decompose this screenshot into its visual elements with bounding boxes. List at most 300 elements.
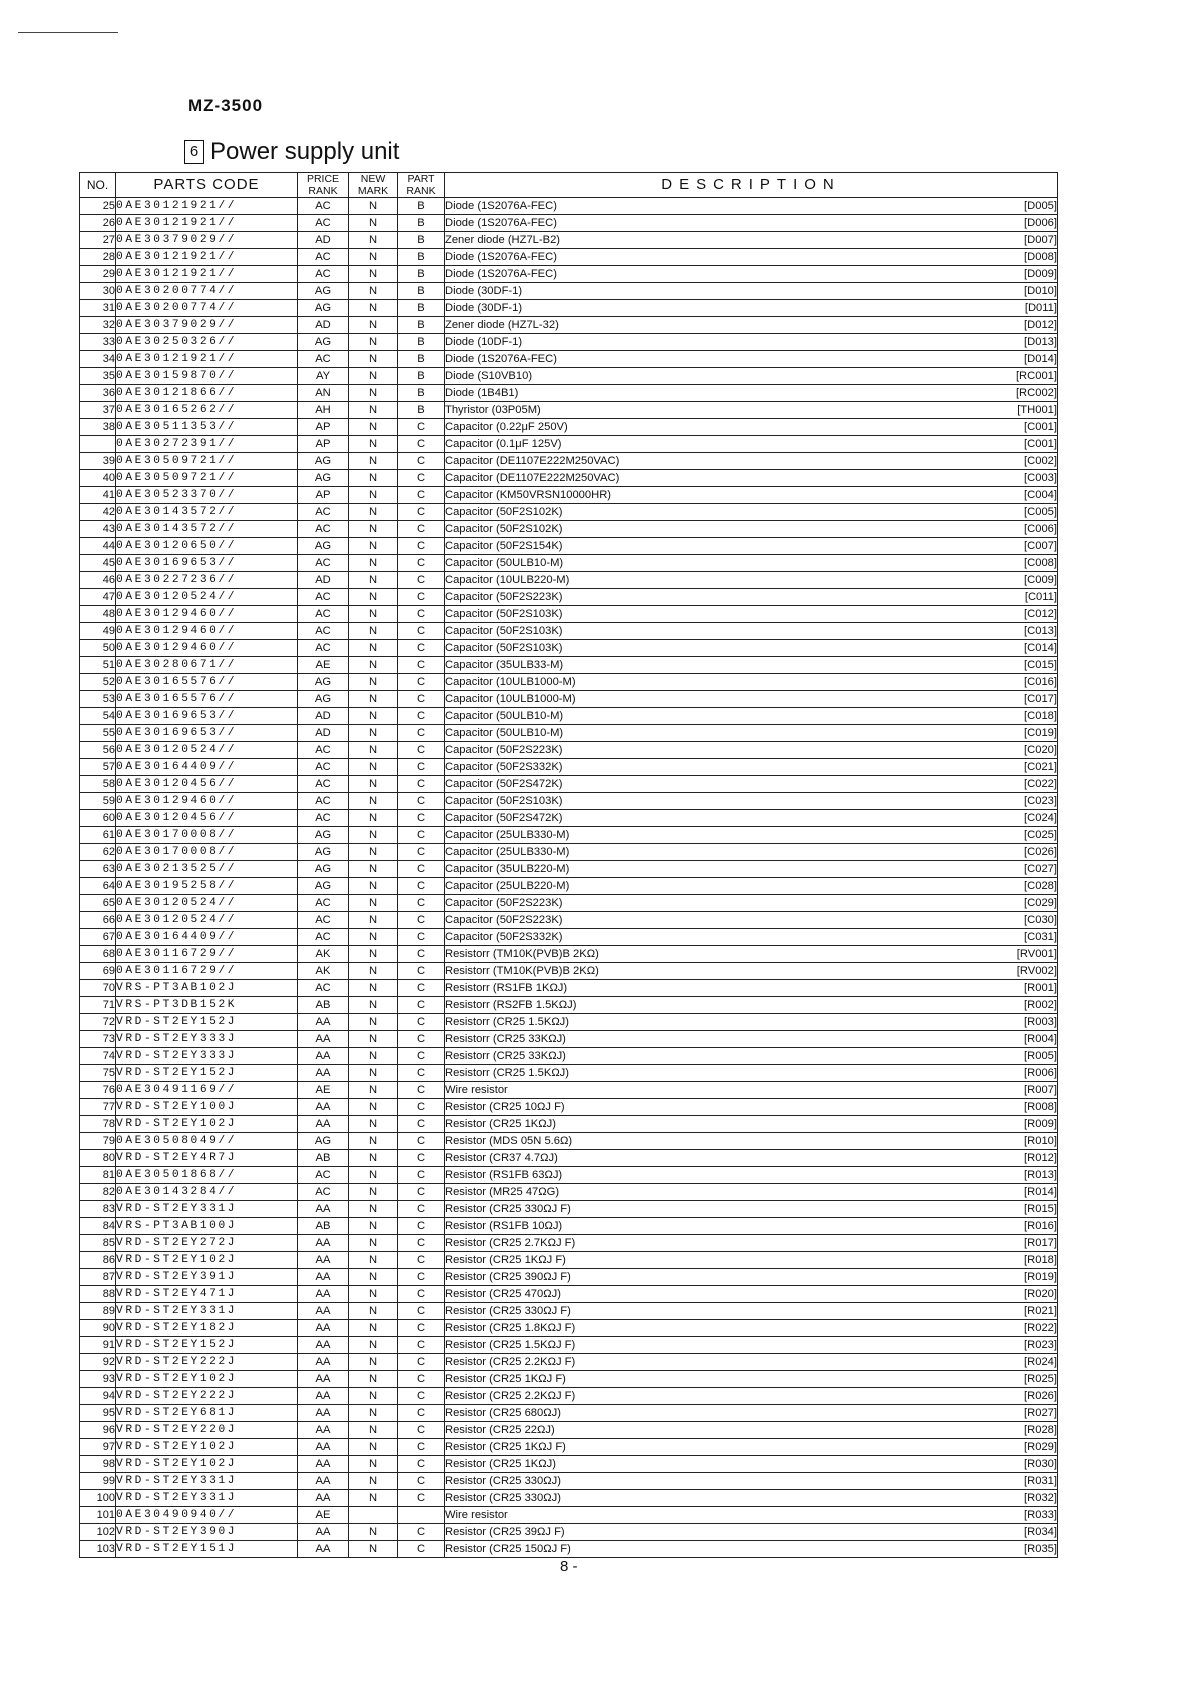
cell-parts-code: 0AE30490940// bbox=[116, 1507, 298, 1524]
cell-parts-code: 0AE30200774// bbox=[116, 300, 298, 317]
reference-designator: [R035] bbox=[1024, 1542, 1057, 1555]
reference-designator: [C009] bbox=[1024, 573, 1057, 586]
cell-price-rank: AG bbox=[298, 674, 349, 691]
cell-parts-code: 0AE30280671// bbox=[116, 657, 298, 674]
table-row bbox=[80, 1082, 1058, 1099]
cell-parts-code: VRD-ST2EY220J bbox=[116, 1422, 298, 1439]
cell-description bbox=[445, 1031, 1058, 1048]
reference-designator: [R004] bbox=[1024, 1032, 1057, 1045]
cell-no: 49 bbox=[80, 623, 116, 640]
description-text: Diode (1B4B1) bbox=[445, 386, 519, 399]
table-row bbox=[80, 1422, 1058, 1439]
cell-no: 39 bbox=[80, 453, 116, 470]
description-text: Capacitor (50F2S103K) bbox=[445, 794, 563, 807]
cell-price-rank: AG bbox=[298, 844, 349, 861]
cell-price-rank: AC bbox=[298, 980, 349, 997]
cell-price-rank: AA bbox=[298, 1388, 349, 1405]
cell-new-mark: N bbox=[349, 419, 398, 436]
description-text: Resistorr (RS1FB 1KΩJ) bbox=[445, 981, 568, 994]
cell-part-rank: B bbox=[398, 215, 445, 232]
reference-designator: [C023] bbox=[1024, 794, 1057, 807]
description-text: Resistor (CR25 2.2KΩJ F) bbox=[445, 1355, 576, 1368]
reference-designator: [D009] bbox=[1024, 267, 1057, 280]
cell-parts-code: VRS-PT3AB100J bbox=[116, 1218, 298, 1235]
cell-parts-code: 0AE30159870// bbox=[116, 368, 298, 385]
description-text: Diode (30DF-1) bbox=[445, 301, 523, 314]
description-text: Resistor (CR25 1KΩJ F) bbox=[445, 1372, 566, 1385]
reference-designator: [D007] bbox=[1024, 233, 1057, 246]
description-text: Capacitor (50F2S102K) bbox=[445, 505, 563, 518]
cell-part-rank: C bbox=[398, 1541, 445, 1558]
cell-no: 93 bbox=[80, 1371, 116, 1388]
cell-new-mark: N bbox=[349, 1388, 398, 1405]
table-row bbox=[80, 1235, 1058, 1252]
reference-designator: [D014] bbox=[1024, 352, 1057, 365]
reference-designator: [C018] bbox=[1024, 709, 1057, 722]
cell-description bbox=[445, 1133, 1058, 1150]
cell-no: 61 bbox=[80, 827, 116, 844]
reference-designator: [C013] bbox=[1024, 624, 1057, 637]
table-row bbox=[80, 249, 1058, 266]
cell-new-mark: N bbox=[349, 1201, 398, 1218]
cell-part-rank: C bbox=[398, 1048, 445, 1065]
cell-parts-code: VRD-ST2EY333J bbox=[116, 1048, 298, 1065]
cell-description bbox=[445, 266, 1058, 283]
reference-designator: [R007] bbox=[1024, 1083, 1057, 1096]
table-row bbox=[80, 1133, 1058, 1150]
description-text: Resistor (CR25 390ΩJ F) bbox=[445, 1270, 571, 1283]
cell-parts-code: 0AE30116729// bbox=[116, 963, 298, 980]
reference-designator: [C030] bbox=[1024, 913, 1057, 926]
table-row bbox=[80, 1524, 1058, 1541]
cell-no: 76 bbox=[80, 1082, 116, 1099]
table-row bbox=[80, 385, 1058, 402]
cell-part-rank: B bbox=[398, 402, 445, 419]
cell-description bbox=[445, 368, 1058, 385]
table-row bbox=[80, 1031, 1058, 1048]
cell-description bbox=[445, 895, 1058, 912]
cell-part-rank: C bbox=[398, 793, 445, 810]
cell-description bbox=[445, 1235, 1058, 1252]
description-text: Resistor (CR25 10ΩJ F) bbox=[445, 1100, 565, 1113]
cell-part-rank: C bbox=[398, 691, 445, 708]
cell-part-rank: C bbox=[398, 1099, 445, 1116]
top-rule bbox=[18, 32, 118, 33]
cell-part-rank bbox=[398, 1507, 445, 1524]
description-text: Wire resistor bbox=[445, 1083, 508, 1096]
cell-description bbox=[445, 300, 1058, 317]
cell-no: 54 bbox=[80, 708, 116, 725]
cell-description bbox=[445, 198, 1058, 215]
reference-designator: [C028] bbox=[1024, 879, 1057, 892]
table-row bbox=[80, 1048, 1058, 1065]
cell-new-mark: N bbox=[349, 589, 398, 606]
table-row bbox=[80, 1507, 1058, 1524]
cell-no: 80 bbox=[80, 1150, 116, 1167]
cell-price-rank: AP bbox=[298, 436, 349, 453]
reference-designator: [D013] bbox=[1024, 335, 1057, 348]
reference-designator: [R032] bbox=[1024, 1491, 1057, 1504]
cell-price-rank: AA bbox=[298, 1116, 349, 1133]
cell-new-mark: N bbox=[349, 351, 398, 368]
cell-parts-code: VRD-ST2EY390J bbox=[116, 1524, 298, 1541]
cell-part-rank: C bbox=[398, 1031, 445, 1048]
reference-designator: [D011] bbox=[1024, 301, 1057, 314]
cell-description bbox=[445, 1048, 1058, 1065]
cell-no: 55 bbox=[80, 725, 116, 742]
table-row bbox=[80, 266, 1058, 283]
table-row bbox=[80, 1354, 1058, 1371]
cell-new-mark: N bbox=[349, 1405, 398, 1422]
cell-description bbox=[445, 810, 1058, 827]
description-text: Resistor (CR25 330ΩJ) bbox=[445, 1491, 561, 1504]
cell-description bbox=[445, 1218, 1058, 1235]
reference-designator: [R005] bbox=[1024, 1049, 1057, 1062]
description-text: Capacitor (50F2S332K) bbox=[445, 760, 563, 773]
cell-no: 34 bbox=[80, 351, 116, 368]
cell-description bbox=[445, 674, 1058, 691]
reference-designator: [D010] bbox=[1024, 284, 1057, 297]
cell-description bbox=[445, 419, 1058, 436]
cell-parts-code: 0AE30120650// bbox=[116, 538, 298, 555]
cell-part-rank: C bbox=[398, 759, 445, 776]
table-row bbox=[80, 827, 1058, 844]
cell-price-rank: AG bbox=[298, 1133, 349, 1150]
reference-designator: [R022] bbox=[1024, 1321, 1057, 1334]
cell-part-rank: C bbox=[398, 1388, 445, 1405]
cell-no: 26 bbox=[80, 215, 116, 232]
cell-price-rank: AB bbox=[298, 1150, 349, 1167]
description-text: Resistor (CR25 330ΩJ) bbox=[445, 1474, 561, 1487]
table-row bbox=[80, 810, 1058, 827]
cell-parts-code: 0AE30143284// bbox=[116, 1184, 298, 1201]
cell-parts-code: VRS-PT3DB152K bbox=[116, 997, 298, 1014]
cell-parts-code: 0AE30143572// bbox=[116, 521, 298, 538]
cell-description bbox=[445, 555, 1058, 572]
cell-new-mark: N bbox=[349, 1286, 398, 1303]
cell-new-mark: N bbox=[349, 606, 398, 623]
cell-parts-code: VRD-ST2EY182J bbox=[116, 1320, 298, 1337]
cell-new-mark: N bbox=[349, 742, 398, 759]
cell-new-mark: N bbox=[349, 1320, 398, 1337]
reference-designator: [R024] bbox=[1024, 1355, 1057, 1368]
col-header-price-rank-line2: RANK bbox=[308, 185, 338, 197]
cell-price-rank: AG bbox=[298, 334, 349, 351]
reference-designator: [R021] bbox=[1024, 1304, 1057, 1317]
table-row bbox=[80, 487, 1058, 504]
cell-description bbox=[445, 1439, 1058, 1456]
cell-no: 71 bbox=[80, 997, 116, 1014]
reference-designator: [C031] bbox=[1024, 930, 1057, 943]
cell-parts-code: 0AE30227236// bbox=[116, 572, 298, 589]
description-text: Capacitor (50F2S223K) bbox=[445, 913, 563, 926]
cell-no: 91 bbox=[80, 1337, 116, 1354]
description-text: Zener diode (HZ7L-32) bbox=[445, 318, 559, 331]
table-row bbox=[80, 844, 1058, 861]
cell-part-rank: C bbox=[398, 1490, 445, 1507]
reference-designator: [C001] bbox=[1024, 437, 1057, 450]
cell-new-mark: N bbox=[349, 827, 398, 844]
cell-part-rank: C bbox=[398, 1133, 445, 1150]
table-row bbox=[80, 572, 1058, 589]
cell-new-mark: N bbox=[349, 1354, 398, 1371]
cell-description bbox=[445, 1303, 1058, 1320]
cell-parts-code: VRD-ST2EY681J bbox=[116, 1405, 298, 1422]
reference-designator: [R014] bbox=[1024, 1185, 1057, 1198]
cell-parts-code: 0AE30511353// bbox=[116, 419, 298, 436]
cell-parts-code: 0AE30170008// bbox=[116, 844, 298, 861]
cell-no: 85 bbox=[80, 1235, 116, 1252]
cell-price-rank: AC bbox=[298, 793, 349, 810]
cell-description bbox=[445, 606, 1058, 623]
cell-parts-code: VRD-ST2EY100J bbox=[116, 1099, 298, 1116]
cell-price-rank: AK bbox=[298, 963, 349, 980]
cell-no: 30 bbox=[80, 283, 116, 300]
reference-designator: [C024] bbox=[1024, 811, 1057, 824]
description-text: Capacitor (50F2S223K) bbox=[445, 896, 563, 909]
reference-designator: [C008] bbox=[1024, 556, 1057, 569]
cell-part-rank: C bbox=[398, 1082, 445, 1099]
cell-part-rank: B bbox=[398, 198, 445, 215]
cell-description bbox=[445, 759, 1058, 776]
cell-price-rank: AC bbox=[298, 215, 349, 232]
cell-new-mark: N bbox=[349, 1133, 398, 1150]
reference-designator: [C020] bbox=[1024, 743, 1057, 756]
cell-part-rank: C bbox=[398, 827, 445, 844]
cell-new-mark: N bbox=[349, 1082, 398, 1099]
table-row bbox=[80, 1541, 1058, 1558]
cell-part-rank: C bbox=[398, 674, 445, 691]
cell-new-mark: N bbox=[349, 623, 398, 640]
description-text: Resistor (RS1FB 63ΩJ) bbox=[445, 1168, 563, 1181]
cell-no: 56 bbox=[80, 742, 116, 759]
reference-designator: [C016] bbox=[1024, 675, 1057, 688]
cell-new-mark: N bbox=[349, 1439, 398, 1456]
cell-new-mark: N bbox=[349, 640, 398, 657]
reference-designator: [R016] bbox=[1024, 1219, 1057, 1232]
description-text: Capacitor (50ULB10-M) bbox=[445, 556, 564, 569]
description-text: Resistor (CR25 330ΩJ F) bbox=[445, 1304, 571, 1317]
description-text: Resistor (CR25 22ΩJ) bbox=[445, 1423, 555, 1436]
cell-price-rank: AA bbox=[298, 1439, 349, 1456]
cell-part-rank: C bbox=[398, 470, 445, 487]
cell-parts-code: 0AE30200774// bbox=[116, 283, 298, 300]
table-row bbox=[80, 1269, 1058, 1286]
cell-no: 74 bbox=[80, 1048, 116, 1065]
cell-price-rank: AA bbox=[298, 1490, 349, 1507]
description-text: Capacitor (35ULB33-M) bbox=[445, 658, 564, 671]
cell-description bbox=[445, 1014, 1058, 1031]
cell-price-rank: AA bbox=[298, 1252, 349, 1269]
cell-description bbox=[445, 1286, 1058, 1303]
table-row bbox=[80, 980, 1058, 997]
cell-part-rank: C bbox=[398, 1439, 445, 1456]
cell-price-rank: AC bbox=[298, 895, 349, 912]
cell-part-rank: C bbox=[398, 504, 445, 521]
cell-parts-code: VRD-ST2EY333J bbox=[116, 1031, 298, 1048]
cell-no: 89 bbox=[80, 1303, 116, 1320]
cell-description bbox=[445, 1490, 1058, 1507]
cell-parts-code: 0AE30213525// bbox=[116, 861, 298, 878]
cell-price-rank: AA bbox=[298, 1048, 349, 1065]
cell-part-rank: C bbox=[398, 980, 445, 997]
reference-designator: [R023] bbox=[1024, 1338, 1057, 1351]
cell-part-rank: C bbox=[398, 1167, 445, 1184]
cell-description bbox=[445, 1252, 1058, 1269]
cell-part-rank: C bbox=[398, 606, 445, 623]
cell-new-mark: N bbox=[349, 436, 398, 453]
cell-part-rank: B bbox=[398, 266, 445, 283]
cell-new-mark: N bbox=[349, 521, 398, 538]
reference-designator: [C021] bbox=[1024, 760, 1057, 773]
table-row bbox=[80, 1337, 1058, 1354]
cell-part-rank: C bbox=[398, 572, 445, 589]
description-text: Diode (1S2076A-FEC) bbox=[445, 216, 557, 229]
reference-designator: [C007] bbox=[1024, 539, 1057, 552]
table-row bbox=[80, 1150, 1058, 1167]
cell-price-rank: AB bbox=[298, 1218, 349, 1235]
cell-no: 92 bbox=[80, 1354, 116, 1371]
cell-price-rank: AA bbox=[298, 1354, 349, 1371]
cell-part-rank: C bbox=[398, 708, 445, 725]
cell-part-rank: C bbox=[398, 1371, 445, 1388]
cell-new-mark: N bbox=[349, 1524, 398, 1541]
cell-part-rank: C bbox=[398, 1150, 445, 1167]
cell-part-rank: C bbox=[398, 657, 445, 674]
cell-parts-code: VRD-ST2EY152J bbox=[116, 1014, 298, 1031]
cell-price-rank: AA bbox=[298, 1456, 349, 1473]
reference-designator: [C026] bbox=[1024, 845, 1057, 858]
cell-no: 28 bbox=[80, 249, 116, 266]
cell-price-rank: AC bbox=[298, 623, 349, 640]
table-row bbox=[80, 1320, 1058, 1337]
description-text: Capacitor (25ULB220-M) bbox=[445, 879, 570, 892]
description-text: Capacitor (DE1107E222M250VAC) bbox=[445, 454, 620, 467]
cell-new-mark: N bbox=[349, 1303, 398, 1320]
description-text: Capacitor (10ULB1000-M) bbox=[445, 692, 576, 705]
reference-designator: [R009] bbox=[1024, 1117, 1057, 1130]
cell-part-rank: C bbox=[398, 1303, 445, 1320]
description-text: Resistor (CR25 1.5KΩJ F) bbox=[445, 1338, 576, 1351]
reference-designator: [C014] bbox=[1024, 641, 1057, 654]
cell-parts-code: 0AE30120524// bbox=[116, 912, 298, 929]
description-text: Capacitor (50F2S103K) bbox=[445, 641, 563, 654]
reference-designator: [D006] bbox=[1024, 216, 1057, 229]
description-text: Capacitor (50F2S154K) bbox=[445, 539, 563, 552]
table-row bbox=[80, 674, 1058, 691]
table-row bbox=[80, 606, 1058, 623]
section-number: 6 bbox=[184, 140, 204, 164]
reference-designator: [C005] bbox=[1024, 505, 1057, 518]
cell-part-rank: B bbox=[398, 334, 445, 351]
cell-new-mark: N bbox=[349, 878, 398, 895]
cell-new-mark: N bbox=[349, 453, 398, 470]
description-text: Capacitor (0.1μF 125V) bbox=[445, 437, 562, 450]
cell-parts-code: 0AE30116729// bbox=[116, 946, 298, 963]
cell-new-mark: N bbox=[349, 810, 398, 827]
cell-description bbox=[445, 657, 1058, 674]
cell-description bbox=[445, 1507, 1058, 1524]
cell-no: 79 bbox=[80, 1133, 116, 1150]
cell-part-rank: C bbox=[398, 1014, 445, 1031]
cell-description bbox=[445, 317, 1058, 334]
table-row bbox=[80, 776, 1058, 793]
table-row bbox=[80, 1303, 1058, 1320]
description-text: Diode (1S2076A-FEC) bbox=[445, 352, 557, 365]
table-row bbox=[80, 1099, 1058, 1116]
description-text: Resistor (CR25 1KΩJ F) bbox=[445, 1253, 566, 1266]
reference-designator: [C019] bbox=[1024, 726, 1057, 739]
cell-parts-code: 0AE30129460// bbox=[116, 623, 298, 640]
cell-no: 77 bbox=[80, 1099, 116, 1116]
cell-description bbox=[445, 1354, 1058, 1371]
cell-price-rank: AA bbox=[298, 1473, 349, 1490]
cell-parts-code: VRD-ST2EY331J bbox=[116, 1201, 298, 1218]
cell-parts-code: VRD-ST2EY152J bbox=[116, 1337, 298, 1354]
reference-designator: [R017] bbox=[1024, 1236, 1057, 1249]
description-text: Resistor (CR25 1KΩJ F) bbox=[445, 1440, 566, 1453]
cell-no: 45 bbox=[80, 555, 116, 572]
cell-price-rank: AD bbox=[298, 708, 349, 725]
table-row bbox=[80, 1184, 1058, 1201]
cell-description bbox=[445, 963, 1058, 980]
table-row bbox=[80, 334, 1058, 351]
reference-designator: [R015] bbox=[1024, 1202, 1057, 1215]
cell-parts-code: 0AE30509721// bbox=[116, 470, 298, 487]
description-text: Capacitor (10ULB220-M) bbox=[445, 573, 570, 586]
cell-no: 84 bbox=[80, 1218, 116, 1235]
cell-part-rank: C bbox=[398, 1218, 445, 1235]
cell-new-mark: N bbox=[349, 929, 398, 946]
description-text: Resistor (CR25 470ΩJ) bbox=[445, 1287, 561, 1300]
description-text: Capacitor (35ULB220-M) bbox=[445, 862, 570, 875]
cell-parts-code: 0AE30121921// bbox=[116, 198, 298, 215]
cell-no: 90 bbox=[80, 1320, 116, 1337]
description-text: Resistorr (TM10K(PVB)B 2KΩ) bbox=[445, 947, 599, 960]
table-row bbox=[80, 878, 1058, 895]
cell-parts-code: 0AE30129460// bbox=[116, 606, 298, 623]
cell-no: 83 bbox=[80, 1201, 116, 1218]
cell-description bbox=[445, 1184, 1058, 1201]
cell-no: 73 bbox=[80, 1031, 116, 1048]
cell-part-rank: B bbox=[398, 351, 445, 368]
table-row bbox=[80, 470, 1058, 487]
cell-part-rank: C bbox=[398, 1405, 445, 1422]
cell-new-mark: N bbox=[349, 1014, 398, 1031]
cell-parts-code: 0AE30120456// bbox=[116, 810, 298, 827]
cell-no: 60 bbox=[80, 810, 116, 827]
cell-new-mark: N bbox=[349, 198, 398, 215]
cell-parts-code: 0AE30250326// bbox=[116, 334, 298, 351]
cell-no: 103 bbox=[80, 1541, 116, 1558]
description-text: Resistor (CR25 680ΩJ) bbox=[445, 1406, 561, 1419]
table-row bbox=[80, 742, 1058, 759]
description-text: Capacitor (50ULB10-M) bbox=[445, 726, 564, 739]
cell-description bbox=[445, 742, 1058, 759]
cell-description bbox=[445, 1473, 1058, 1490]
reference-designator: [C022] bbox=[1024, 777, 1057, 790]
cell-no bbox=[80, 436, 116, 453]
cell-price-rank: AG bbox=[298, 470, 349, 487]
cell-new-mark: N bbox=[349, 861, 398, 878]
description-text: Diode (30DF-1) bbox=[445, 284, 523, 297]
table-row bbox=[80, 555, 1058, 572]
cell-description bbox=[445, 708, 1058, 725]
cell-description bbox=[445, 1150, 1058, 1167]
cell-price-rank: AA bbox=[298, 1014, 349, 1031]
cell-new-mark: N bbox=[349, 385, 398, 402]
description-text: Capacitor (50F2S223K) bbox=[445, 590, 563, 603]
